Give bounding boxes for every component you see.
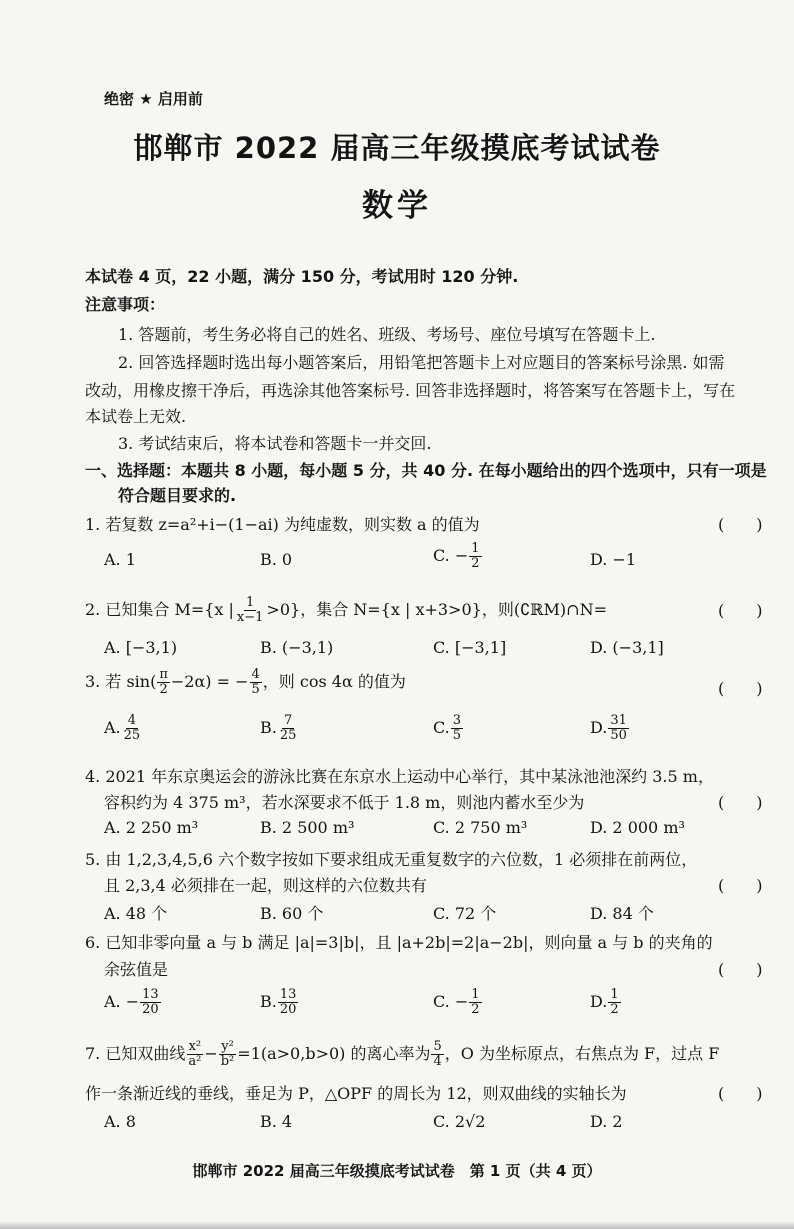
section-heading: 一、选择题：本题共 8 小题，每小题 5 分，共 40 分. 在每小题给出的四个选项中，只有一项是 — [85, 461, 767, 480]
q3-option-d — [590, 714, 630, 743]
answer-paren: ( ) — [718, 515, 763, 534]
question-7-line-a — [85, 1040, 719, 1069]
option-label: C. — [433, 718, 450, 737]
q2-option-a: A. [−3,1) — [104, 638, 178, 657]
fraction-numerator: 13 — [142, 987, 159, 1002]
q3-stem-prefix: 3. 若 sin( — [85, 672, 157, 691]
answer-paren: ( ) — [718, 960, 763, 979]
fraction-numerator: π — [159, 667, 168, 682]
fraction-denominator: 2 — [159, 682, 168, 697]
option-label: A. — [104, 718, 121, 737]
q2-option-c: C. [−3,1] — [433, 638, 507, 657]
option-label: B. — [260, 992, 277, 1011]
q7-stem-prefix: 7. 已知双曲线 — [85, 1044, 186, 1063]
q7-fraction-y — [219, 1040, 237, 1069]
q4-option-a: A. 2 250 m³ — [104, 818, 199, 837]
section-heading-cont: 符合题目要求的. — [118, 486, 237, 505]
fraction-denominator: x−1 — [236, 610, 264, 625]
q3-fraction-pi — [157, 668, 170, 697]
fraction-numerator: 1 — [610, 987, 619, 1002]
answer-paren: ( ) — [718, 876, 763, 895]
question-5-line-a: 5. 由 1,2,3,4,5,6 六个数字按如下要求组成无重复数字的六位数，1 必须排在前两位， — [85, 850, 698, 869]
fraction-denominator: 25 — [279, 728, 297, 743]
q5-option-c: C. 72 个 — [433, 904, 497, 923]
fraction-numerator: 1 — [471, 987, 480, 1002]
option-label: C. − — [433, 992, 469, 1011]
fraction-numerator: 1 — [471, 541, 480, 556]
fraction-denominator: 2 — [471, 1002, 480, 1017]
q6-option-a — [104, 988, 162, 1017]
q6-option-b — [260, 988, 299, 1017]
question-2-stem — [85, 596, 607, 625]
q3-option-b — [260, 714, 299, 743]
option-label: D. — [590, 718, 608, 737]
fraction-numerator: 1 — [246, 595, 255, 610]
q7-stem-suffix: ，O 为坐标原点，右焦点为 F，过点 F — [444, 1044, 720, 1063]
scan-edge — [0, 1221, 794, 1229]
q1-option-c — [433, 542, 483, 571]
q2-set-close: >0} — [266, 600, 301, 619]
answer-paren: ( ) — [718, 1084, 763, 1103]
option-fraction — [469, 988, 481, 1017]
option-fraction — [140, 988, 161, 1017]
fraction-denominator: 2 — [471, 556, 480, 571]
notice-item-3: 3. 考试结束后，将本试卷和答题卡一并交回. — [118, 434, 432, 453]
fraction-numerator: 13 — [279, 987, 297, 1002]
notice-item-2-line-b: 改动，用橡皮擦干净后，再选涂其他答案标号. 回答非选择题时，将答案写在答题卡上，写在 — [85, 381, 736, 400]
fraction-denominator: 5 — [251, 682, 260, 697]
fraction-denominator: 20 — [142, 1002, 159, 1017]
fraction-numerator: 4 — [127, 713, 137, 728]
q1-option-a: A. 1 — [104, 550, 136, 569]
q7-option-c: C. 2√2 — [433, 1112, 486, 1131]
option-label: D. — [590, 992, 608, 1011]
page-footer: 邯郸市 2022 届高三年级摸底考试试卷 第 1 页（共 4 页） — [192, 1162, 602, 1180]
fraction-numerator: 3 — [452, 713, 462, 728]
answer-paren: ( ) — [718, 679, 763, 698]
option-fraction — [608, 988, 620, 1017]
option-fraction — [278, 714, 299, 743]
notice-item-2-line-a: 2. 回答选择题时选出每小题答案后，用铅笔把答题卡上对应题目的答案标号涂黑. 如需 — [118, 353, 725, 372]
fraction-denominator: 20 — [279, 1002, 297, 1017]
option-fraction — [278, 988, 299, 1017]
q1-option-d: D. −1 — [590, 550, 637, 569]
question-4-line-a: 4. 2021 年东京奥运会的游泳比赛在东京水上运动中心举行，其中某泳池池深约 3.5 m， — [85, 767, 714, 786]
q5-option-d: D. 84 个 — [590, 904, 654, 923]
q3-option-c — [433, 714, 464, 743]
fraction-denominator: a² — [188, 1054, 202, 1069]
answer-paren: ( ) — [718, 601, 763, 620]
fraction-numerator: 4 — [251, 667, 260, 682]
q3-stem-suffix: ，则 cos 4α 的值为 — [262, 672, 406, 691]
q1-option-b: B. 0 — [260, 550, 293, 569]
q3-fraction-value — [250, 668, 262, 697]
fraction-numerator: y² — [221, 1039, 234, 1054]
fraction-denominator: 2 — [610, 1002, 619, 1017]
fraction-numerator: 5 — [433, 1039, 442, 1054]
question-6-line-b: 余弦值是 — [104, 960, 169, 979]
fraction-numerator: 31 — [610, 713, 627, 728]
q6-option-c — [433, 988, 483, 1017]
question-5-line-b: 且 2,3,4 必须排在一起，则这样的六位数共有 — [104, 876, 427, 895]
q7-option-d: D. 2 — [590, 1112, 623, 1131]
exam-title: 邯郸市 2022 届高三年级摸底考试试卷 — [133, 131, 661, 165]
q1-option-c-label: C. − — [433, 546, 469, 565]
notice-item-1: 1. 答题前，考生务必将自己的姓名、班级、考场号、座位号填写在答题卡上. — [118, 325, 656, 344]
option-label: A. − — [104, 992, 140, 1011]
intro-line: 本试卷 4 页，22 小题，满分 150 分，考试用时 120 分钟. — [85, 267, 519, 286]
confidential-label: 绝密 ★ 启用前 — [104, 90, 203, 108]
question-3-stem — [85, 668, 406, 697]
q4-option-b: B. 2 500 m³ — [260, 818, 355, 837]
fraction-denominator: b² — [220, 1054, 235, 1069]
question-7-line-b: 作一条渐近线的垂线，垂足为 P，△OPF 的周长为 12，则双曲线的实轴长为 — [85, 1084, 627, 1103]
q2-option-d: D. (−3,1] — [590, 638, 664, 657]
question-6-line-a: 6. 已知非零向量 a 与 b 满足 |a|=3|b|，且 |a+2b|=2|a−2b|，则向量 a 与 b 的夹角的 — [85, 933, 713, 952]
q2-option-b: B. (−3,1) — [260, 638, 334, 657]
q7-minus: − — [204, 1044, 218, 1063]
fraction-numerator: x² — [188, 1039, 202, 1054]
option-label: B. — [260, 718, 277, 737]
question-4-line-b: 容积约为 4 375 m³，若水深要求不低于 1.8 m，则池内蓄水至少为 — [104, 793, 585, 812]
q3-option-a — [104, 714, 143, 743]
fraction-numerator: 7 — [283, 713, 293, 728]
fraction-denominator: 5 — [452, 728, 462, 743]
fraction-denominator: 50 — [610, 728, 627, 743]
q2-fraction — [235, 596, 266, 625]
fraction-denominator: 25 — [123, 728, 141, 743]
q2-stem-prefix: 2. 已知集合 M= — [85, 600, 205, 619]
question-1-stem: 1. 若复数 z=a²+i−(1−ai) 为纯虚数，则实数 a 的值为 — [85, 515, 480, 534]
q7-fraction-x — [186, 1040, 203, 1069]
q4-option-c: C. 2 750 m³ — [433, 818, 528, 837]
q7-option-a: A. 8 — [104, 1112, 136, 1131]
q1-option-c-fraction — [469, 542, 481, 571]
q2-set-open: {x | — [204, 600, 234, 619]
q3-stem-middle: −2α) = − — [170, 672, 249, 691]
notice-title: 注意事项： — [85, 295, 166, 314]
fraction-denominator: 4 — [433, 1054, 442, 1069]
answer-paren: ( ) — [718, 793, 763, 812]
q2-stem-suffix: ，集合 N={x | x+3>0}，则(∁ℝM)∩N= — [300, 600, 607, 619]
q7-option-b: B. 4 — [260, 1112, 293, 1131]
subject-title: 数学 — [362, 188, 432, 224]
q5-option-a: A. 48 个 — [104, 904, 168, 923]
q7-fraction-e — [431, 1040, 443, 1069]
q6-option-d — [590, 988, 622, 1017]
option-fraction — [451, 714, 463, 743]
q7-stem-middle: =1(a>0,b>0) 的离心率为 — [237, 1044, 431, 1063]
q4-option-d: D. 2 000 m³ — [590, 818, 685, 837]
q5-option-b: B. 60 个 — [260, 904, 324, 923]
notice-item-2-line-c: 本试卷上无效. — [85, 407, 187, 426]
option-fraction — [608, 714, 629, 743]
option-fraction — [122, 714, 143, 743]
